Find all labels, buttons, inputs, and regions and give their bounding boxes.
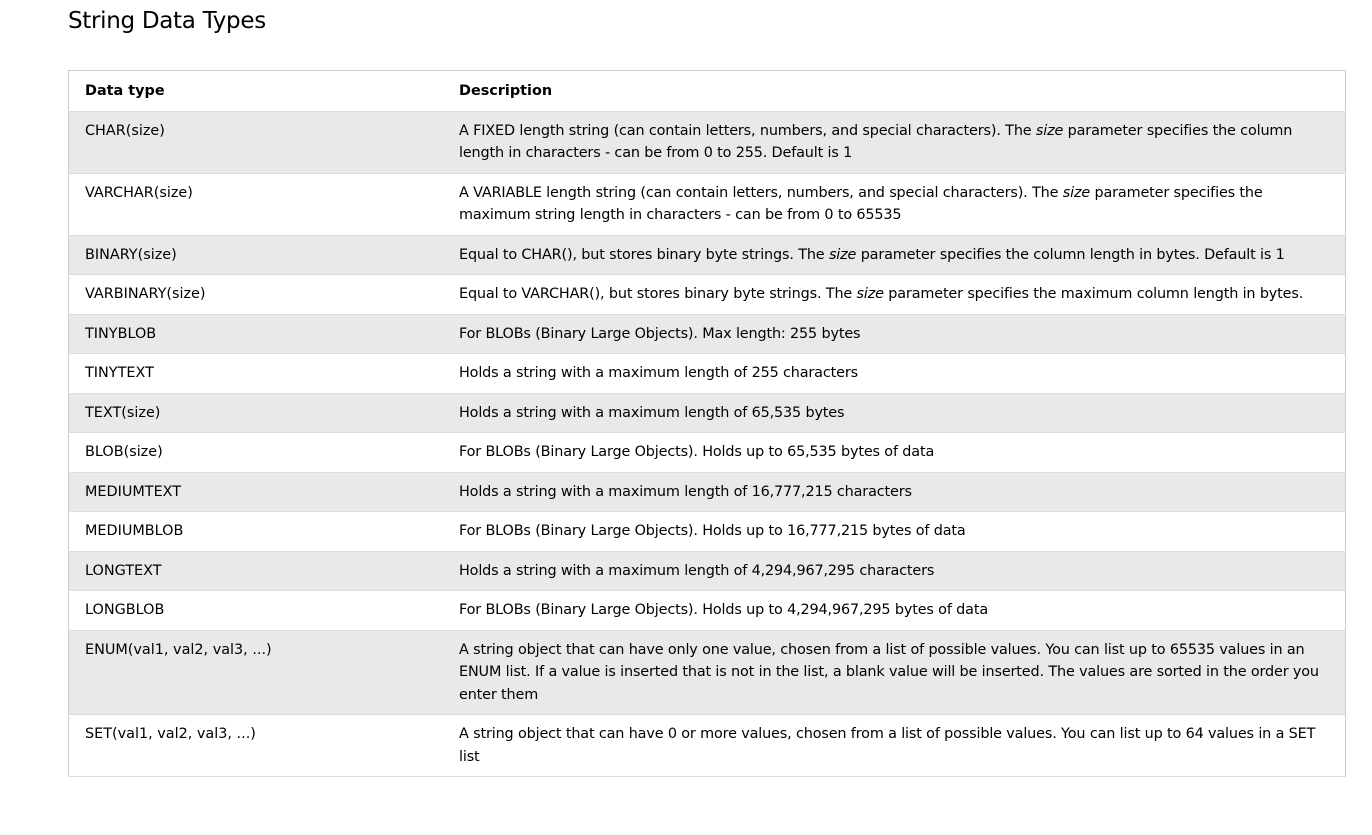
column-header-description: Description bbox=[443, 71, 1346, 112]
page-title: String Data Types bbox=[68, 8, 266, 34]
data-type-cell: MEDIUMBLOB bbox=[69, 512, 444, 552]
description-cell bbox=[443, 275, 1346, 315]
table-row bbox=[69, 551, 1346, 591]
data-type-cell: TINYTEXT bbox=[69, 354, 444, 394]
description-cell: For BLOBs (Binary Large Objects). Holds up to 16,777,215 bytes of data bbox=[443, 512, 1346, 552]
description-text: parameter specifies the column length in characters - can be from 0 to 255. Default is 1 bbox=[459, 122, 1293, 161]
table-row bbox=[69, 393, 1346, 433]
data-type-cell: BINARY(size) bbox=[69, 235, 444, 275]
description-cell bbox=[443, 235, 1346, 275]
description-cell: Holds a string with a maximum length of 16,777,215 characters bbox=[443, 472, 1346, 512]
data-type-cell: TINYBLOB bbox=[69, 314, 444, 354]
string-data-types-table bbox=[68, 70, 1346, 777]
description-cell: Holds a string with a maximum length of 65,535 bytes bbox=[443, 393, 1346, 433]
description-cell: A string object that can have 0 or more values, chosen from a list of possible values. You can list up to 64 values in a SET list bbox=[443, 715, 1346, 777]
data-type-cell: SET(val1, val2, val3, ...) bbox=[69, 715, 444, 777]
table-row bbox=[69, 715, 1346, 777]
table-row bbox=[69, 512, 1346, 552]
data-type-cell: MEDIUMTEXT bbox=[69, 472, 444, 512]
data-type-cell: TEXT(size) bbox=[69, 393, 444, 433]
description-cell: A string object that can have only one value, chosen from a list of possible values. You can list up to 65535 values in an ENUM list. If a value is inserted that is not in the list, a blank value will be inserted. The values are sorted in the order you enter them bbox=[443, 630, 1346, 715]
param-name: size bbox=[1035, 122, 1064, 139]
description-cell bbox=[443, 111, 1346, 173]
description-cell: For BLOBs (Binary Large Objects). Max length: 255 bytes bbox=[443, 314, 1346, 354]
param-name: size bbox=[1062, 184, 1091, 201]
description-text: parameter specifies the maximum column length in bytes. bbox=[883, 286, 1304, 302]
description-cell: Holds a string with a maximum length of 4,294,967,295 characters bbox=[443, 551, 1346, 591]
table-row bbox=[69, 354, 1346, 394]
table-row bbox=[69, 314, 1346, 354]
description-cell bbox=[443, 173, 1346, 235]
data-type-cell: ENUM(val1, val2, val3, ...) bbox=[69, 630, 444, 715]
description-text: A VARIABLE length string (can contain letters, numbers, and special characters). The bbox=[459, 184, 1063, 201]
description-text: parameter specifies the column length in bytes. Default is 1 bbox=[856, 246, 1285, 263]
data-type-cell: LONGBLOB bbox=[69, 591, 444, 631]
param-name: size bbox=[856, 286, 884, 302]
description-cell: For BLOBs (Binary Large Objects). Holds up to 4,294,967,295 bytes of data bbox=[443, 591, 1346, 631]
table-row bbox=[69, 472, 1346, 512]
description-cell: For BLOBs (Binary Large Objects). Holds up to 65,535 bytes of data bbox=[443, 433, 1346, 473]
data-type-cell: CHAR(size) bbox=[69, 111, 444, 173]
data-type-cell: VARCHAR(size) bbox=[69, 173, 444, 235]
table-row bbox=[69, 591, 1346, 631]
param-name: size bbox=[828, 246, 857, 263]
description-text: Equal to CHAR(), but stores binary byte strings. The bbox=[459, 246, 829, 263]
description-text: parameter specifies the maximum string length in characters - can be from 0 to 65535 bbox=[459, 184, 1263, 223]
description-cell: Holds a string with a maximum length of 255 characters bbox=[443, 354, 1346, 394]
table-body bbox=[69, 111, 1346, 777]
description-text: A FIXED length string (can contain letters, numbers, and special characters). The bbox=[459, 122, 1036, 139]
table-row bbox=[69, 433, 1346, 473]
description-text: Equal to VARCHAR(), but stores binary byte strings. The bbox=[459, 286, 857, 302]
data-type-cell: VARBINARY(size) bbox=[69, 275, 444, 315]
table-row bbox=[69, 111, 1346, 173]
column-header-data-type: Data type bbox=[69, 71, 444, 112]
table-header-row bbox=[69, 71, 1346, 112]
data-type-cell: BLOB(size) bbox=[69, 433, 444, 473]
table-row bbox=[69, 235, 1346, 275]
table-row bbox=[69, 275, 1346, 315]
table-row bbox=[69, 630, 1346, 715]
table-row bbox=[69, 173, 1346, 235]
data-type-cell: LONGTEXT bbox=[69, 551, 444, 591]
